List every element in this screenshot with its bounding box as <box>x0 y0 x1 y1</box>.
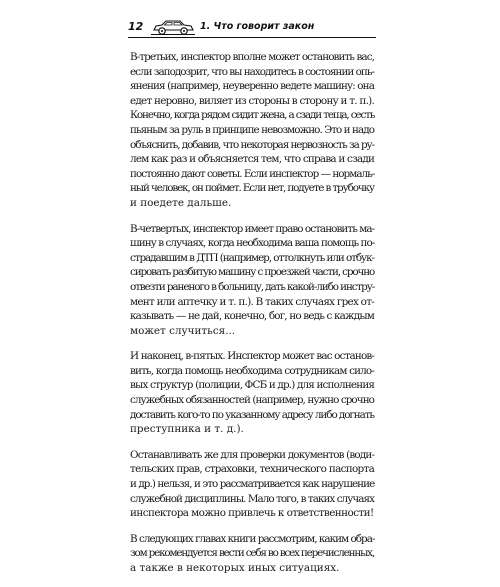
text-line: И наконец, в-пятых. Инспектор может вас останов- <box>130 350 375 363</box>
text-line: лем как раз и объясняется тем, что справа и сзади <box>130 153 375 166</box>
text-line: шину в случаях, когда необходима ваша помощь по- <box>130 237 375 250</box>
text-line: зом рекомендуется вести себя во всех перечисленных, <box>130 547 374 560</box>
text-line: вых структур (полиции, ФСБ и др.) для исполнения <box>130 379 375 392</box>
paragraph-fifth-reason <box>130 349 374 437</box>
text-line: страдавшим в ДТП (например, оттолкнуть или отбук- <box>130 251 374 264</box>
text-line: Конечно, когда рядом сидит жена, а сзади теща, сесть <box>130 109 375 122</box>
text-line: Останавливать же для проверки документов (води- <box>130 448 375 461</box>
car-icon <box>150 18 196 36</box>
text-line: ный человек, он поймет. Если нет, подуете в трубочку <box>130 182 374 195</box>
text-line: В следующих главах книги рассмотрим, каким обра- <box>130 532 375 545</box>
text-line: служебной дисциплины. Мало того, в таких случаях <box>130 492 374 505</box>
paragraph-document-check <box>130 448 374 521</box>
text-line: и др.) нельзя, и это рассматривается как нарушение <box>130 478 375 491</box>
paragraph-third-reason <box>130 50 374 211</box>
text-line: В-третьих, инспектор вполне может остановить вас, <box>130 51 374 63</box>
page-number: 12 <box>128 20 144 33</box>
text-line: янения (например, неуверенно ведете машину: она <box>130 80 374 93</box>
running-head <box>128 18 376 40</box>
text-line: тельских прав, страховки, технического паспорта <box>130 463 375 476</box>
text-line: В-четвертых, инспектор имеет право остановить ма- <box>130 222 375 235</box>
text-line: если заподозрит, что вы находитесь в состоянии опь- <box>130 65 374 78</box>
text-line: едет неровно, виляет из стороны в сторону и т. п.). <box>130 94 375 107</box>
text-line: и поедете дальше. <box>130 196 232 209</box>
paragraph-next-chapters <box>130 532 374 576</box>
text-line: а также в некоторых иных ситуациях. <box>130 562 340 574</box>
text-line: постоянно дают советы. Если инспектор — нормаль- <box>130 167 375 180</box>
text-line: служебных обязанностей (например, нужно срочно <box>130 394 374 407</box>
header-rule <box>128 37 376 38</box>
text-line: объяснить, добавив, что некоторая нервозность за ру- <box>130 138 375 151</box>
chapter-title: 1. Что говорит закон <box>200 21 315 32</box>
text-line: доставить кого-то по указанному адресу либо догнать <box>130 408 374 421</box>
text-line: может случиться... <box>130 324 236 337</box>
page-body <box>130 50 374 587</box>
text-line: инспектора можно привлечь к ответственности! <box>130 507 374 520</box>
text-line: мент или аптечку и т. п.). В таких случаях грех от- <box>130 295 374 308</box>
paragraph-fourth-reason <box>130 222 374 339</box>
text-line: преступника и т. д.). <box>130 423 244 436</box>
text-line: сировать разбитую машину с проезжей части, срочно <box>130 266 375 279</box>
text-line: пьяным за руль в принципе невозможно. Это и надо <box>130 123 374 136</box>
text-line: вить, когда помощь необходима сотрудникам сило- <box>130 364 374 377</box>
text-line: отвезти раненого в больницу, дать какой-либо инстру- <box>130 280 375 293</box>
text-line: казывать — не дай, конечно, бог, но ведь с каждым <box>130 310 374 323</box>
